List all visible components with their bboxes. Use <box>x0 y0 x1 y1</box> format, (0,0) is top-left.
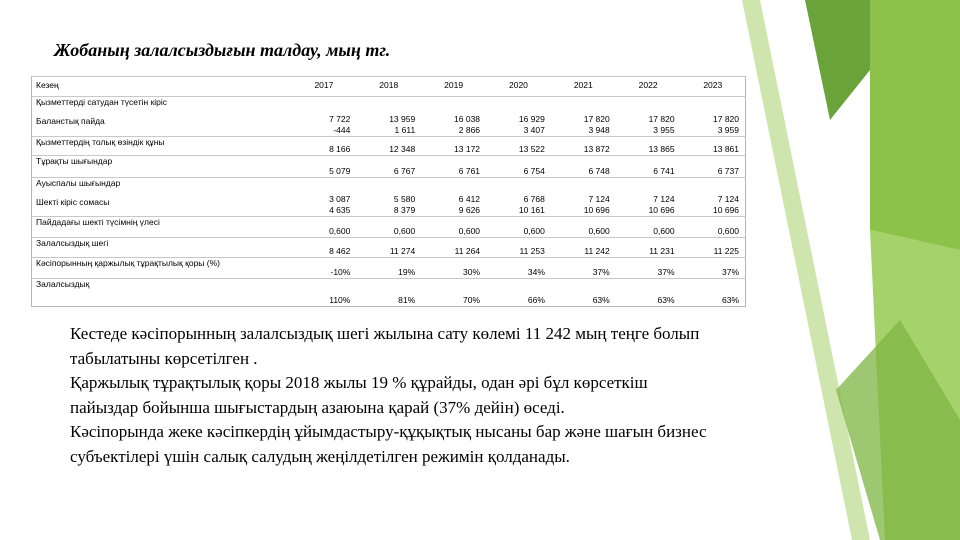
value-cell <box>681 279 746 307</box>
value-cell <box>616 156 681 178</box>
value-cell <box>681 156 746 178</box>
value-text: 30% <box>463 267 481 277</box>
value-text: 10 161 <box>518 205 545 215</box>
value-cell <box>486 178 551 217</box>
value-cell <box>292 217 357 238</box>
value-cell <box>356 217 421 238</box>
value-text: 0,600 <box>717 226 739 236</box>
table-row <box>32 258 746 279</box>
header-year: 2023 <box>681 77 746 97</box>
row-label <box>32 97 292 137</box>
header-year: 2017 <box>292 77 357 97</box>
value-text: 13 522 <box>518 144 545 154</box>
value-text: 7 722 <box>329 114 351 124</box>
value-text: 0,600 <box>329 226 351 236</box>
breakeven-table <box>31 76 746 307</box>
value-cell <box>551 178 616 217</box>
dark-green-block <box>805 0 870 120</box>
value-text: 17 820 <box>713 114 739 124</box>
value-cell <box>616 238 681 258</box>
value-cell <box>486 137 551 156</box>
value-text: 7 124 <box>588 194 610 204</box>
row-label-text: Қызметтердің толық өзіндік құны <box>36 137 165 147</box>
value-text: 5 079 <box>329 166 351 176</box>
value-text: 0,600 <box>523 226 545 236</box>
value-text: 13 872 <box>583 144 610 154</box>
value-cell <box>421 258 486 279</box>
value-text: 10 696 <box>648 205 675 215</box>
header-year: 2021 <box>551 77 616 97</box>
row-label <box>32 137 292 156</box>
value-text: 0,600 <box>653 226 675 236</box>
value-text: 70% <box>463 295 481 305</box>
value-cell <box>486 238 551 258</box>
commentary <box>70 322 710 469</box>
value-text: 110% <box>329 295 351 305</box>
row-label <box>32 178 292 217</box>
value-cell <box>551 217 616 238</box>
value-text: 13 959 <box>389 114 416 124</box>
value-cell <box>551 97 616 137</box>
value-text: 16 929 <box>518 114 545 124</box>
value-text: 8 166 <box>329 144 351 154</box>
value-cell <box>551 156 616 178</box>
value-text: 6 768 <box>523 194 545 204</box>
value-text: 63% <box>592 295 610 305</box>
value-text: 10 696 <box>713 205 739 215</box>
value-cell <box>356 156 421 178</box>
table-row <box>32 156 746 178</box>
value-cell <box>356 97 421 137</box>
value-text: 3 948 <box>588 125 610 135</box>
value-cell <box>681 178 746 217</box>
commentary-paragraph: Кестеде кәсіпорынның залалсыздық шегі жылына сату көлемі 11 242 мың теңге болып табылатыны көрсетілген . <box>70 324 700 368</box>
value-cell <box>486 279 551 307</box>
value-text: 7 124 <box>653 194 675 204</box>
value-cell <box>356 279 421 307</box>
table-row <box>32 279 746 307</box>
value-text: 5 580 <box>393 194 416 204</box>
value-text: 7 124 <box>717 194 739 204</box>
value-cell <box>681 258 746 279</box>
header-year: 2019 <box>421 77 486 97</box>
value-text: 37% <box>657 267 675 277</box>
value-cell <box>356 137 421 156</box>
value-cell <box>421 217 486 238</box>
value-text: 6 767 <box>393 166 416 176</box>
value-cell <box>616 137 681 156</box>
value-text: 3 955 <box>653 125 675 135</box>
value-text: -444 <box>333 125 351 135</box>
value-cell <box>681 137 746 156</box>
header-year: 2020 <box>486 77 551 97</box>
value-text: 13 865 <box>648 144 675 154</box>
row-label <box>32 258 292 279</box>
row-label <box>32 156 292 178</box>
value-cell <box>292 279 357 307</box>
value-text: 6 761 <box>458 166 481 176</box>
value-cell <box>356 258 421 279</box>
value-text: 11 264 <box>454 246 481 256</box>
value-cell <box>421 178 486 217</box>
value-text: 6 412 <box>458 194 481 204</box>
value-cell <box>551 238 616 258</box>
value-text: 81% <box>398 295 416 305</box>
value-text: 4 635 <box>329 205 351 215</box>
value-text: 8 462 <box>329 246 351 256</box>
row-label-text: Пайдадағы шекті түсімнің үлесі <box>36 217 160 227</box>
row-label-text: Ауыспалы шығындар <box>36 178 121 188</box>
value-text: 3 407 <box>523 125 545 135</box>
value-text: 17 820 <box>583 114 610 124</box>
value-cell <box>292 97 357 137</box>
value-cell <box>421 97 486 137</box>
value-text: 0,600 <box>458 226 481 236</box>
table-row <box>32 238 746 258</box>
row-label-text: Баланстық пайда <box>36 116 105 126</box>
value-cell <box>551 279 616 307</box>
table-row <box>32 217 746 238</box>
row-label-text: Қызметтерді сатудан түсетін кіріс <box>36 97 168 107</box>
value-text: 19% <box>398 267 416 277</box>
value-text: 66% <box>527 295 545 305</box>
value-cell <box>292 137 357 156</box>
value-cell <box>486 258 551 279</box>
value-text: 8 379 <box>393 205 416 215</box>
value-cell <box>616 217 681 238</box>
page-title: Жобаның залалсыздығын талдау, мың тг. <box>54 40 391 60</box>
value-text: 11 231 <box>649 246 675 256</box>
table-row <box>32 137 746 156</box>
value-text: 13 861 <box>713 144 739 154</box>
value-text: 6 737 <box>717 166 739 176</box>
value-text: 12 348 <box>389 144 416 154</box>
row-label-text: Залалсыздық <box>36 279 90 289</box>
value-text: 17 820 <box>648 114 675 124</box>
row-label-text: Шекті кіріс сомасы <box>36 197 110 207</box>
value-text: 3 959 <box>717 125 739 135</box>
value-text: 63% <box>657 295 675 305</box>
table-header-row <box>32 77 746 97</box>
value-cell <box>292 156 357 178</box>
value-cell <box>616 258 681 279</box>
value-text: 10 696 <box>583 205 610 215</box>
header-year: 2022 <box>616 77 681 97</box>
value-text: 0,600 <box>393 226 416 236</box>
value-cell <box>421 279 486 307</box>
commentary-paragraph: Қаржылық тұрақтылық қоры 2018 жылы 19 % құрайды, одан әрі бұл көрсеткіш пайыздар бойынша шығыстардың азаюына қарай (37% дейін) өседі. <box>70 373 648 417</box>
value-text: 2 866 <box>458 125 481 135</box>
value-text: 3 087 <box>329 194 351 204</box>
value-text: -10% <box>330 267 351 277</box>
value-cell <box>681 238 746 258</box>
value-cell <box>292 238 357 258</box>
value-text: 6 748 <box>588 166 610 176</box>
value-cell <box>421 238 486 258</box>
value-cell <box>356 238 421 258</box>
value-cell <box>551 137 616 156</box>
value-cell <box>292 178 357 217</box>
row-label <box>32 279 292 307</box>
value-text: 0,600 <box>588 226 610 236</box>
value-text: 9 626 <box>458 205 481 215</box>
row-label <box>32 238 292 258</box>
value-text: 11 253 <box>519 246 545 256</box>
value-cell <box>421 137 486 156</box>
value-cell <box>292 258 357 279</box>
value-text: 6 754 <box>523 166 545 176</box>
value-text: 34% <box>527 267 545 277</box>
value-text: 11 225 <box>713 246 739 256</box>
row-label-text: Кәсіпорынның қаржылық тұрақтылық қоры (%) <box>36 258 220 268</box>
value-cell <box>486 97 551 137</box>
value-text: 6 741 <box>653 166 675 176</box>
value-cell <box>681 217 746 238</box>
commentary-paragraph: Кәсіпорында жеке кәсіпкердің ұйымдастыру-құқықтық нысаны бар және шағын бизнес субъектілері үшін салық салудың жеңілдетілген режимін қолданады. <box>70 422 707 466</box>
value-text: 16 038 <box>454 114 481 124</box>
value-text: 37% <box>592 267 610 277</box>
value-text: 11 242 <box>584 246 610 256</box>
value-cell <box>616 279 681 307</box>
value-text: 13 172 <box>454 144 481 154</box>
value-text: 37% <box>721 267 739 277</box>
header-year: 2018 <box>356 77 421 97</box>
row-label-text: Тұрақты шығындар <box>36 156 113 166</box>
value-cell <box>681 97 746 137</box>
header-period: Кезең <box>32 77 292 97</box>
value-text: 63% <box>721 295 739 305</box>
value-text: 11 274 <box>389 246 416 256</box>
value-text: 1 611 <box>394 125 416 135</box>
value-cell <box>551 258 616 279</box>
value-cell <box>356 178 421 217</box>
value-cell <box>421 156 486 178</box>
row-label-text: Залалсыздық шегі <box>36 238 109 248</box>
table-row <box>32 178 746 217</box>
value-cell <box>616 178 681 217</box>
row-label <box>32 217 292 238</box>
value-cell <box>486 217 551 238</box>
value-cell <box>486 156 551 178</box>
mid-green-block <box>870 0 960 250</box>
table-body <box>32 97 746 307</box>
table-row <box>32 97 746 137</box>
value-cell <box>616 97 681 137</box>
